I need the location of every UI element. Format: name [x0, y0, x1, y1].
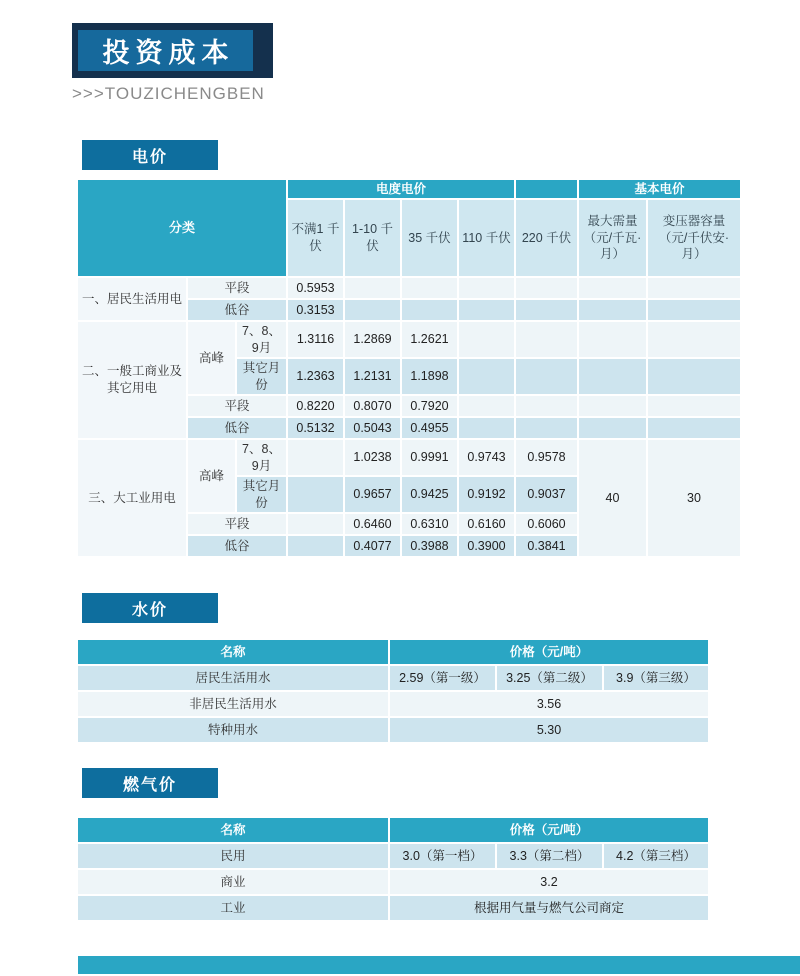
value-cell: 0.3988: [402, 536, 457, 556]
value-cell: 2.59（第一级）: [390, 666, 495, 690]
elec-label-valley: 低谷: [188, 300, 286, 320]
empty-cell: [516, 300, 577, 320]
value-cell: 4.2（第三档）: [604, 844, 708, 868]
value-cell: 3.2: [390, 870, 708, 894]
value-cell: 0.3841: [516, 536, 577, 556]
empty-cell: [288, 536, 343, 556]
elec-subheader-1-10kv: 1-10 千伏: [345, 200, 400, 276]
elec-label-peak: 高峰: [188, 440, 235, 512]
elec-header-category: 分类: [78, 180, 286, 276]
elec-label-peak: 高峰: [188, 322, 235, 394]
value-cell: 0.9578: [516, 440, 577, 475]
value-cell: 0.9192: [459, 477, 514, 512]
title-box: [78, 30, 253, 71]
elec-subheader-35kv: 35 千伏: [402, 200, 457, 276]
value-cell: 3.0（第一档）: [390, 844, 495, 868]
value-cell: 1.1898: [402, 359, 457, 394]
value-cell: 3.3（第二档）: [497, 844, 602, 868]
value-cell: 1.0238: [345, 440, 400, 475]
elec-category-industrial: 三、大工业用电: [78, 440, 186, 556]
value-cell: 0.4955: [402, 418, 457, 438]
value-cell: 0.3900: [459, 536, 514, 556]
value-cell: 0.8220: [288, 396, 343, 416]
value-cell: 0.8070: [345, 396, 400, 416]
elec-category-commercial: 二、一般工商业及其它用电: [78, 322, 186, 438]
value-cell: 0.9743: [459, 440, 514, 475]
empty-cell: [579, 418, 646, 438]
water-header-name: 名称: [78, 640, 388, 664]
elec-subheader-transformer: 变压器容量（元/千伏安·月）: [648, 200, 740, 276]
section-label-electricity: 电价: [82, 140, 218, 170]
elec-label-valley: 低谷: [188, 536, 286, 556]
water-table: [78, 640, 708, 742]
gas-row-name: 民用: [78, 844, 388, 868]
empty-cell: [579, 359, 646, 394]
section-label-water: 水价: [82, 593, 218, 623]
elec-max-demand-value: 40: [579, 440, 646, 556]
elec-subheader-lt1kv: 不满1 千伏: [288, 200, 343, 276]
value-cell: 1.2621: [402, 322, 457, 357]
empty-cell: [579, 322, 646, 357]
elec-transformer-value: 30: [648, 440, 740, 556]
elec-label-flat: 平段: [188, 514, 286, 534]
value-cell: 1.2131: [345, 359, 400, 394]
gas-header-name: 名称: [78, 818, 388, 842]
value-cell: 0.6310: [402, 514, 457, 534]
elec-label-flat: 平段: [188, 396, 286, 416]
empty-cell: [579, 396, 646, 416]
empty-cell: [459, 418, 514, 438]
value-cell: 3.25（第二级）: [497, 666, 602, 690]
elec-label-other-months: 其它月份: [237, 477, 286, 512]
water-row-name: 特种用水: [78, 718, 388, 742]
empty-cell: [648, 359, 740, 394]
empty-cell: [459, 359, 514, 394]
elec-header-energy-price: 电度电价: [288, 180, 514, 198]
empty-cell: [516, 418, 577, 438]
value-cell: 0.4077: [345, 536, 400, 556]
value-cell: 0.6460: [345, 514, 400, 534]
empty-cell: [648, 396, 740, 416]
elec-subheader-110kv: 110 千伏: [459, 200, 514, 276]
empty-cell: [459, 396, 514, 416]
empty-cell: [516, 359, 577, 394]
value-cell: 0.5043: [345, 418, 400, 438]
gas-header-price: 价格（元/吨）: [390, 818, 708, 842]
empty-cell: [459, 322, 514, 357]
empty-cell: [648, 278, 740, 298]
elec-label-flat: 平段: [188, 278, 286, 298]
water-row-name: 非居民生活用水: [78, 692, 388, 716]
value-cell: 0.3153: [288, 300, 343, 320]
empty-cell: [648, 300, 740, 320]
elec-subheader-max-demand: 最大需量（元/千瓦·月）: [579, 200, 646, 276]
value-cell: 1.2869: [345, 322, 400, 357]
empty-cell: [579, 278, 646, 298]
empty-cell: [288, 440, 343, 475]
value-cell: 0.5132: [288, 418, 343, 438]
empty-cell: [516, 322, 577, 357]
empty-cell: [648, 418, 740, 438]
empty-cell: [345, 300, 400, 320]
empty-cell: [402, 278, 457, 298]
gas-row-name: 商业: [78, 870, 388, 894]
water-header-price: 价格（元/吨）: [390, 640, 708, 664]
elec-subheader-220kv: 220 千伏: [516, 200, 577, 276]
value-cell: 0.9037: [516, 477, 577, 512]
elec-header-basic-price: 基本电价: [579, 180, 740, 198]
value-cell: 3.56: [390, 692, 708, 716]
elec-label-789: 7、8、9月: [237, 322, 286, 357]
page-subtitle: >>>TOUZICHENGBEN: [72, 84, 265, 103]
section-label-gas: 燃气价: [82, 768, 218, 798]
empty-cell: [288, 514, 343, 534]
page-title: 投资成本: [102, 38, 235, 68]
value-cell: 根据用气量与燃气公司商定: [390, 896, 708, 920]
empty-cell: [459, 300, 514, 320]
value-cell: 0.7920: [402, 396, 457, 416]
value-cell: 5.30: [390, 718, 708, 742]
empty-cell: [516, 396, 577, 416]
value-cell: 0.9991: [402, 440, 457, 475]
elec-label-valley: 低谷: [188, 418, 286, 438]
empty-cell: [516, 278, 577, 298]
empty-cell: [345, 278, 400, 298]
gas-row-name: 工业: [78, 896, 388, 920]
elec-label-789: 7、8、9月: [237, 440, 286, 475]
empty-cell: [402, 300, 457, 320]
value-cell: 1.3116: [288, 322, 343, 357]
value-cell: 0.9657: [345, 477, 400, 512]
value-cell: 0.6160: [459, 514, 514, 534]
gas-table: [78, 818, 708, 920]
empty-cell: [459, 278, 514, 298]
value-cell: 0.9425: [402, 477, 457, 512]
value-cell: 1.2363: [288, 359, 343, 394]
water-row-name: 居民生活用水: [78, 666, 388, 690]
empty-cell: [288, 477, 343, 512]
value-cell: 0.6060: [516, 514, 577, 534]
elec-label-other-months: 其它月份: [237, 359, 286, 394]
elec-category-residential: 一、居民生活用电: [78, 278, 186, 320]
value-cell: 0.5953: [288, 278, 343, 298]
empty-cell: [648, 322, 740, 357]
elec-header-spacer: [516, 180, 577, 198]
value-cell: 3.9（第三级）: [604, 666, 708, 690]
empty-cell: [579, 300, 646, 320]
electricity-table: [78, 180, 740, 556]
footer-accent-bar: [78, 956, 800, 974]
